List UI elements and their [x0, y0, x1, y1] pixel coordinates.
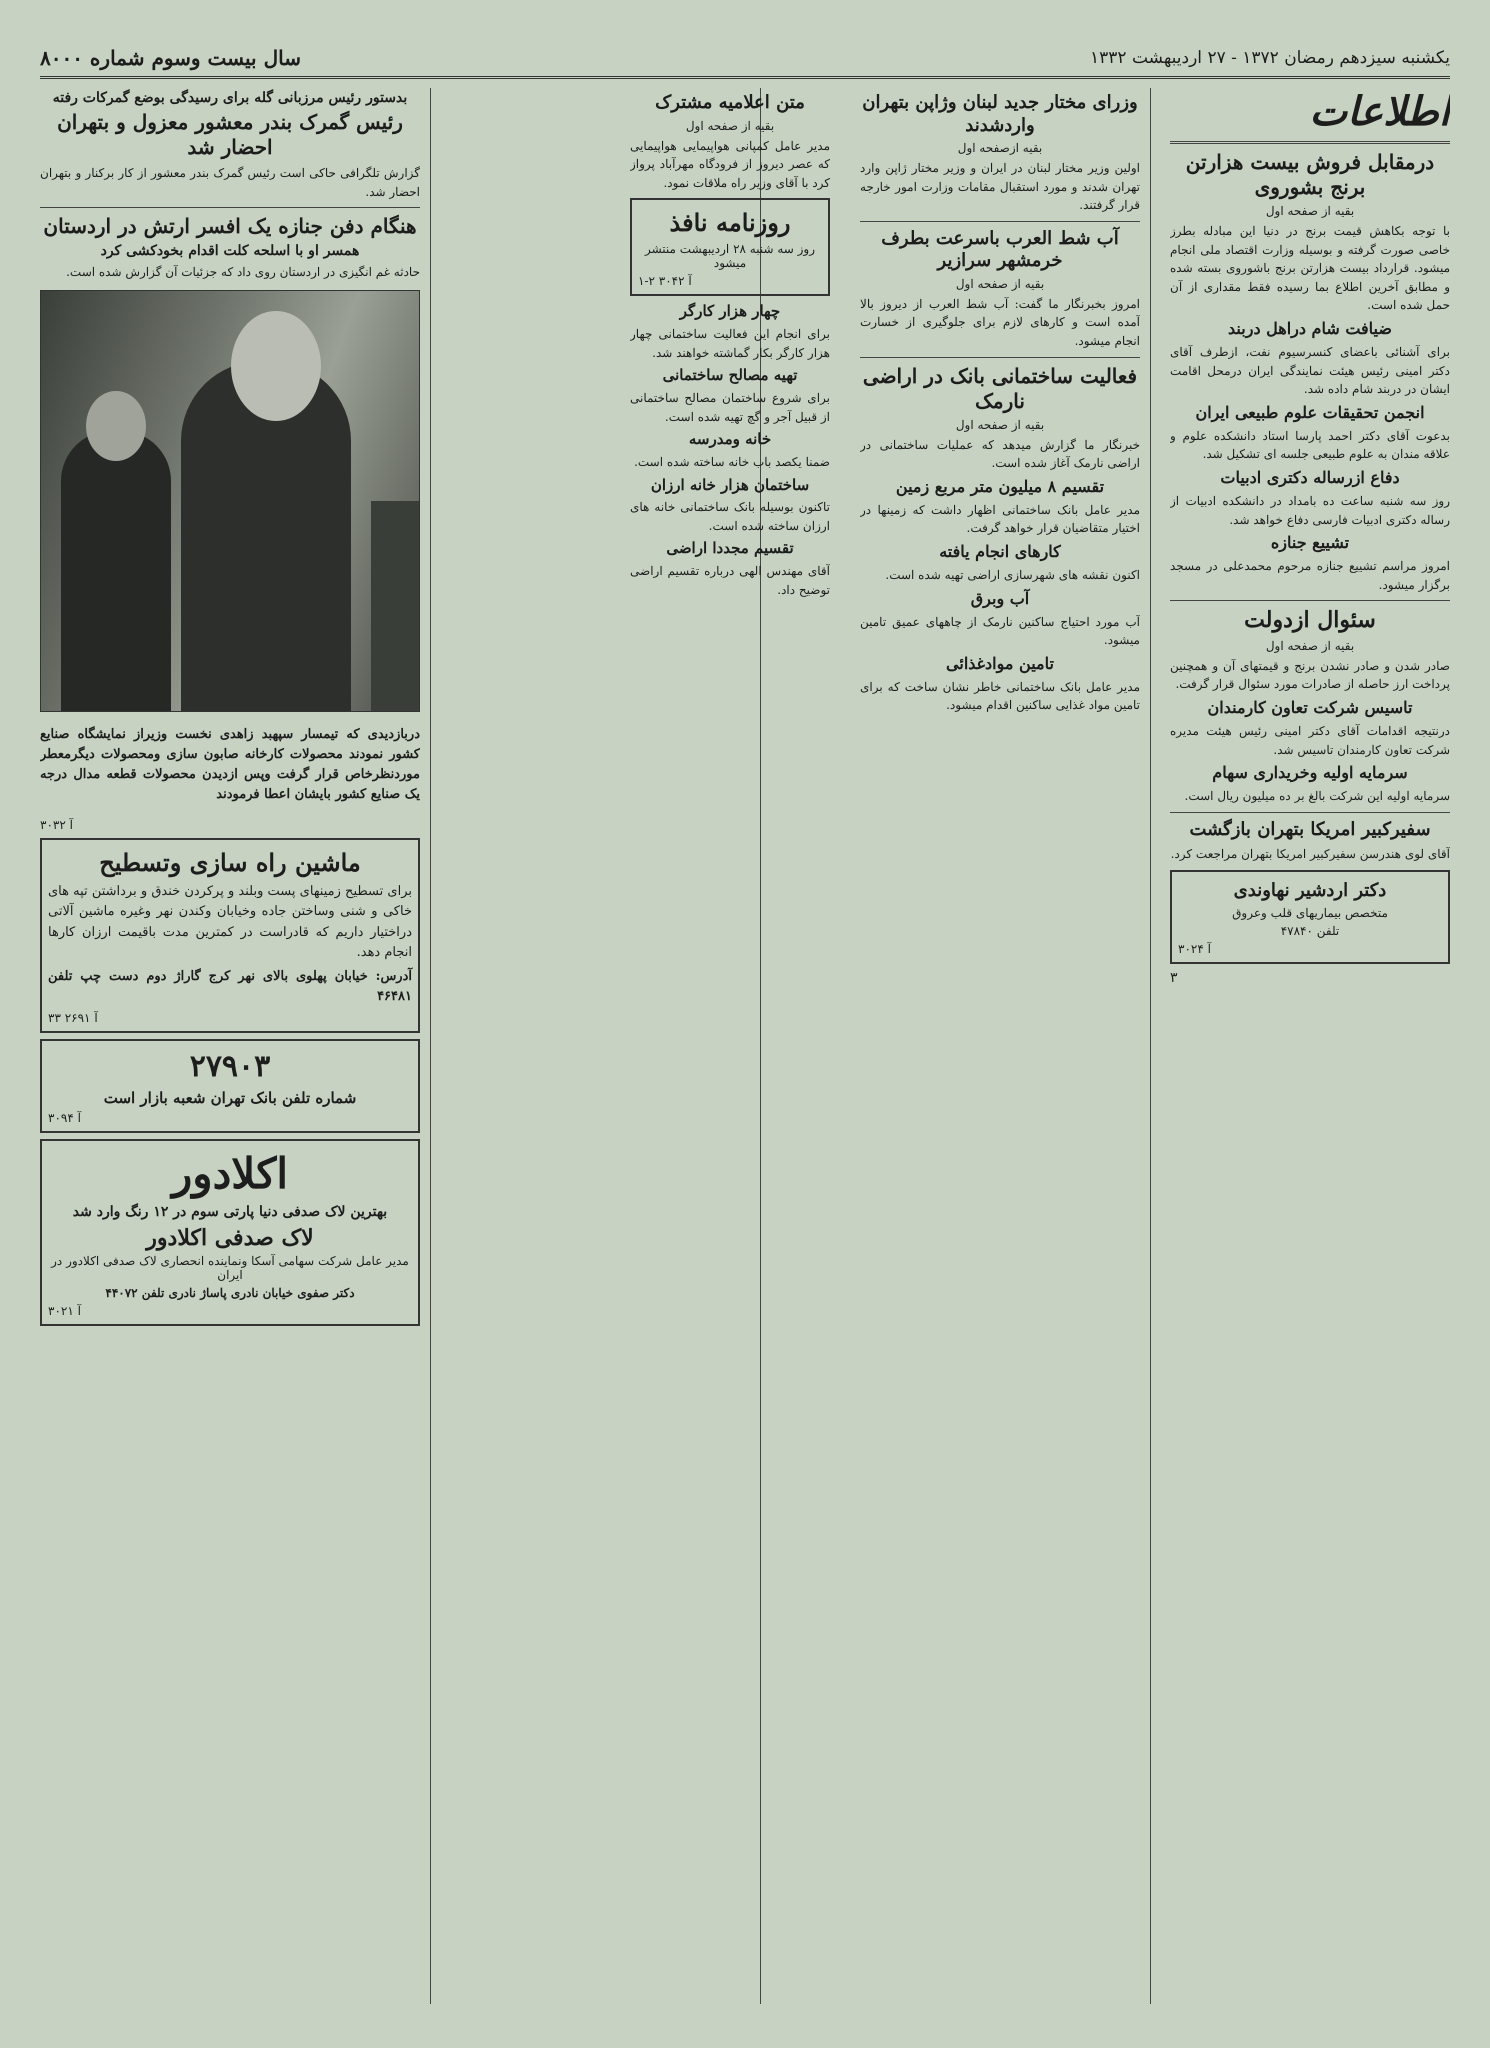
article-body: برای شروع ساختمان مصالح ساختمانی از قبیل آجر و گچ تهیه شده است.	[630, 390, 830, 424]
headline: رئیس گمرک بندر معشور معزول و بتهران احضار شد	[57, 110, 403, 159]
headline: ضیافت شام دراهل دربند	[1228, 318, 1392, 338]
date-line: یکشنبه سیزدهم رمضان ۱۳۷۲ - ۲۷ اردیبهشت ۱۳۳۲	[1090, 48, 1450, 68]
ad-code: آ ۳۰۲۴	[1178, 942, 1211, 957]
ad-line: دکتر صفوی خیابان نادری پاساژ نادری تلفن ۴۴۰۷۲	[105, 1286, 355, 1301]
headline: چهار هزار کارگر	[679, 302, 781, 321]
ad-line: مدیر عامل شرکت سهامی آسکا ونماینده انحصاری لاک صدفی اکلادور در ایران	[51, 1254, 409, 1283]
divider	[40, 207, 420, 208]
divider	[1170, 141, 1450, 144]
headline: دفاع ازرساله دکتری ادبیات	[1220, 467, 1400, 487]
article-body: صادر شدن و صادر نشدن برنج و قیمتهای آن و همچنین پرداخت ارز حاصله از صادرات مورد سئوال قرار گرفت.	[1170, 658, 1450, 692]
ad-title: ماشین راه سازی وتسطیح	[99, 848, 361, 878]
divider	[1170, 812, 1450, 813]
headline: تامین موادغذائی	[946, 653, 1054, 673]
article-body: با توجه بکاهش قیمت برنج در دنیا این مبادله بطرز خاصی صورت گرفته و بوسیله وزارت اقتصاد ملی انجام میشود. قرارداد بیست هزارتن برنج باشوروی بسته شده و مطابق آخرین اطلاع بما رسیده فقط مقداری از آن حمل شده است.	[1170, 224, 1450, 313]
article-body: درنتیجه اقدامات آقای دکتر امینی رئیس هیئت مدیره شرکت تعاون کارمندان تاسیس شد.	[1170, 724, 1450, 757]
page-number: ۳	[1170, 970, 1178, 987]
news-photo	[40, 290, 420, 712]
headline: تقسیم ۸ میلیون متر مربع زمین	[895, 476, 1105, 496]
article-body: خبرنگار ما گزارش میدهد که عملیات ساختمانی در اراضی نارمک آغاز شده است.	[860, 437, 1140, 471]
ad-code: آ ۳۰۳۲	[40, 818, 73, 833]
continuation: بقیه از صفحه اول	[1265, 204, 1355, 218]
column-left	[40, 88, 420, 2004]
doctor-ad	[1170, 870, 1450, 965]
article-body: مدیر عامل کمپانی هواپیمایی هواپیمایی که عصر دیروز از فرودگاه مهرآباد پرواز کرد با آقای وزیر راه ملاقات نمود.	[630, 138, 830, 190]
ad-code: آ ۳۰۲۱	[48, 1304, 81, 1319]
kicker: بدستور رئیس مرزبانی گله برای رسیدگی بوضع گمرکات رفته	[52, 90, 408, 106]
article-body: سرمایه اولیه این شرکت بالغ بر ده میلیون ریال است.	[1184, 789, 1450, 804]
headline: سفیرکبیر امریکا بتهران بازگشت	[1189, 818, 1431, 840]
column-center-right	[860, 88, 1140, 2004]
ad-line: لاک صدفی اکلادور	[146, 1224, 314, 1251]
article-body: آب مورد احتیاج ساکنین نارمک از چاههای عمیق تامین میشود.	[860, 614, 1140, 648]
eclador-ad	[40, 1139, 420, 1326]
ad-title: اکلادور	[172, 1149, 288, 1199]
issue-info: سال بیست وسوم شماره ۸۰۰۰	[40, 46, 301, 70]
ad-code: ۱-۲ ۳۰۴۲ آ	[638, 274, 692, 289]
ad-code: آ ۲۶۹۱ ۳۳	[48, 1011, 98, 1026]
headline: متن اعلامیه مشترک	[655, 92, 805, 113]
article-body: مدیر عامل بانک ساختمانی خاطر نشان ساخت که برای تامین مواد غذایی ساکنین اقدام میشود.	[860, 679, 1140, 713]
headline: درمقابل فروش بیست هزارتن برنج بشوروی	[1185, 150, 1435, 199]
ad-line: متخصص بیماریهای قلب وعروق	[1232, 906, 1388, 921]
article-body: مدیر عامل بانک ساختمانی اظهار داشت که زمینها در اختیار متقاضیان قرار خواهد گرفت.	[860, 502, 1140, 536]
headline: سرمایه اولیه وخریداری سهام	[1212, 763, 1408, 783]
headline: خانه ومدرسه	[688, 430, 772, 449]
continuation: بقیه ازصفحه اول	[957, 141, 1043, 155]
column-divider	[430, 88, 431, 2004]
continuation: بقیه از صفحه اول	[955, 276, 1045, 291]
article-body: آقای مهندس الهی درباره تقسیم اراضی توضیح داد.	[630, 564, 830, 597]
divider	[860, 221, 1140, 222]
headline: تاسیس شرکت تعاون کارمندان	[1207, 698, 1413, 717]
continuation: بقیه از صفحه اول	[1265, 638, 1355, 653]
article-body: روز سه شنبه ساعت ده بامداد در دانشکده ادبیات از رساله دکتری ادبیات فارسی دفاع خواهد شد.	[1170, 493, 1450, 527]
headline: انجمن تحقیقات علوم طبیعی ایران	[1195, 402, 1425, 422]
ad-title: روزنامه نافذ	[669, 208, 791, 238]
ad-line: بهترین لاک صدفی دنیا پارتی سوم در ۱۲ رنگ وارد شد	[72, 1203, 388, 1220]
article-body: گزارش تلگرافی حاکی است رئیس گمرک بندر معشور از کار برکنار و بتهران احضار شد.	[40, 166, 420, 199]
logo: اطلاعات	[1309, 88, 1450, 135]
column-right	[1170, 88, 1450, 2004]
bank-phone-ad	[40, 1039, 420, 1133]
ad-phone-text: شماره تلفن بانک تهران شعبه بازار است	[103, 1089, 357, 1108]
continuation: بقیه از صفحه اول	[955, 417, 1045, 432]
headline: تقسیم مجددا اراضی	[666, 539, 794, 558]
ad-body: برای تسطیح زمینهای پست وبلند و پرکردن خندق و برداشتن تپه های خاکی و شنی وساختن جاده وخیابان وکندن نهر وغیره ماشین آلاتی دراختیار داریم که قادراست در کمترین مدت باقیمت ارزان کارها انجام دهد.	[48, 884, 412, 960]
article-body: بدعوت آقای دکتر احمد پارسا استاد دانشکده علوم و علاقه مندان به علوم طبیعی جلسه ای تشکیل شد.	[1170, 428, 1450, 462]
ad-phone-number: ۲۷۹۰۳	[189, 1049, 271, 1085]
ad-phone: تلفن ۴۷۸۴۰	[1280, 924, 1340, 939]
headline: هنگام دفن جنازه یک افسر ارتش در اردستان	[43, 214, 417, 239]
continuation: بقیه از صفحه اول	[685, 118, 775, 133]
ad-contact: آدرس: خیابان پهلوی بالای نهر کرج گاراژ دوم دست چپ تلفن ۴۶۴۸۱	[48, 968, 412, 1005]
article-body: حادثه غم انگیزی در اردستان روی داد که جزئیات آن گزارش شده است.	[66, 265, 420, 280]
column-divider	[1150, 88, 1151, 2004]
headline: آب شط العرب باسرعت بطرف خرمشهر سرازیر	[881, 227, 1119, 272]
headline: تهیه مصالح ساختمانی	[662, 366, 798, 385]
headline: کارهای انجام یافته	[939, 541, 1061, 561]
divider	[860, 357, 1140, 358]
nafez-ad	[630, 198, 830, 296]
article-body: برای انجام این فعالیت ساختمانی چهار هزار کارگر بکار گماشته خواهند شد.	[630, 327, 830, 360]
ad-code: آ ۳۰۹۴	[48, 1111, 81, 1126]
column-center-left	[630, 88, 830, 2004]
article-body: اکنون نقشه های شهرسازی اراضی تهیه شده است.	[885, 567, 1140, 582]
article-body: اولین وزیر مختار لبنان در ایران و وزیر مختار ژاپن وارد تهران شدند و مورد استقبال مقامات وزارت امور خارجه قرار گرفتند.	[860, 161, 1140, 213]
photo-caption: دربازدیدی که تیمسار سپهبد زاهدی نخست وزیراز نمایشگاه صنایع کشور نمودند محصولات کارخانه صابون سازی ومحصولات دیگرمعطر موردنظرخاص قرار گرفت وپس ازدیدن محصولات قطعه مدال درجه یک صنایع کشور بایشان اعطا فرمودند	[40, 726, 420, 803]
article-body: تاکنون بوسیله بانک ساختمانی خانه های ارزان ساخته شده است.	[630, 500, 830, 533]
headline: تشییع جنازه	[1270, 533, 1350, 553]
article-body: آقای لوی هندرسن سفیرکبیر امریکا بتهران مراجعت کرد.	[1170, 847, 1450, 862]
headline: وزرای مختار جدید لبنان وژاپن بتهران واردشدند	[862, 92, 1138, 136]
headline: سئوال ازدولت	[1244, 607, 1376, 634]
ad-title: دکتر اردشیر نهاوندی	[1233, 879, 1387, 901]
article-body: برای آشنائی باعضای کنسرسیوم نفت، ازطرف آقای دکتر امینی رئیس هیئت نمایندگی ایران درمحل اقامت ایشان در دربند شام داده شد.	[1170, 344, 1450, 397]
road-machine-ad	[40, 838, 420, 1033]
article-body: امروز مراسم تشییع جنازه مرحوم محمدعلی در مسجد برگزار میشود.	[1170, 559, 1450, 592]
headline: آب وبرق	[970, 588, 1030, 608]
headline: ساختمان هزار خانه ارزان	[650, 475, 810, 494]
headline: فعالیت ساختمانی بانک در اراضی نارمک	[862, 363, 1138, 413]
kicker: همسر او با اسلحه کلت اقدام بخودکشی کرد	[100, 243, 360, 260]
ad-line: روز سه شنبه ۲۸ اردیبهشت منتشر میشود	[644, 242, 815, 271]
divider	[1170, 600, 1450, 601]
article-body: امروز بخبرنگار ما گفت: آب شط العرب از دیروز بالا آمده است و کارهای لازم برای جلوگیری از خسارت انجام میشود.	[860, 296, 1140, 348]
header-line	[40, 40, 1450, 79]
article-body: ضمنا یکصد باب خانه ساخته شده است.	[634, 454, 830, 469]
